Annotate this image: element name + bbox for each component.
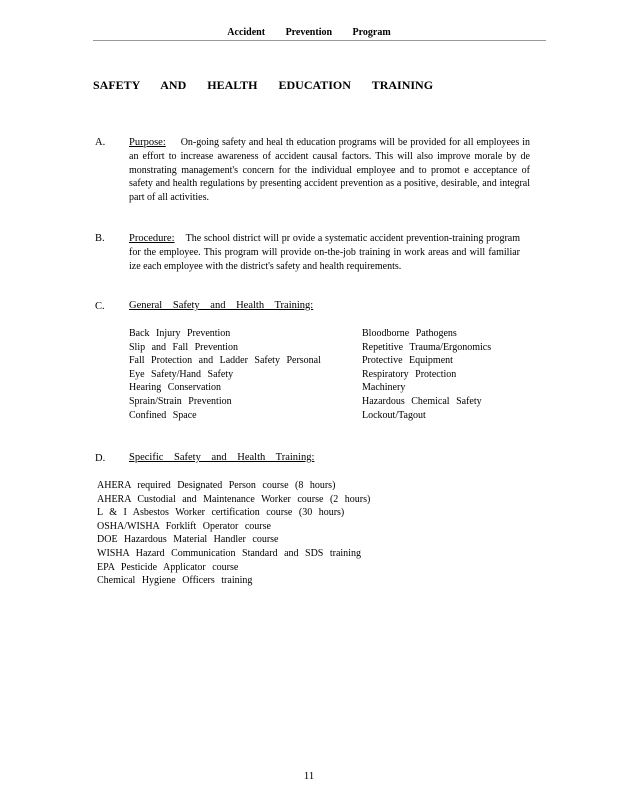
general-training-right-list [362,327,491,422]
list-item: DOE Hazardous Material Handler course [97,534,279,546]
section-b-heading: Procedure: [129,233,175,244]
list-item: Respiratory Protection [362,368,457,380]
list-item: AHERA Custodial and Maintenance Worker course (2 hours) [97,493,371,505]
section-c-letter: C. [95,301,105,312]
list-item: Confined Space [129,409,197,421]
running-header: Accident Prevention Program [227,27,391,38]
section-c-heading: General Safety and Health Training: [129,300,314,311]
list-item: Back Injury Prevention [129,328,231,339]
list-item: Slip and Fall Prevention [129,341,238,353]
section-d-letter: D. [95,453,106,464]
page-title: SAFETY AND HEALTH EDUCATION TRAINING [93,78,434,92]
list-item: Protective Equipment [362,355,453,367]
list-item: Repetitive Trauma/Ergonomics [362,341,492,353]
list-item: WISHA Hazard Communication Standard and SDS training [97,547,361,559]
section-b-letter: B. [95,233,105,244]
general-training-left-list [129,327,321,422]
list-item: Hazardous Chemical Safety [362,395,482,407]
list-item: Machinery [362,382,406,394]
list-item: Bloodborne Pathogens [362,328,457,339]
list-item: AHERA required Designated Person course (8 hours) [97,480,336,491]
section-b-text: The school district will pr ovide a systematic accident prevention-training program for the employee. This program will provide on-the-job training in work areas and will familiar ize each employee with the district's safety and health requirements. [129,233,520,272]
list-item: Lockout/Tagout [362,409,426,421]
list-item: EPA Pesticide Applicator course [97,561,239,573]
list-item: Chemical Hygiene Officers training [97,575,253,587]
list-item: L & I Asbestos Worker certification course (30 hours) [97,507,345,519]
list-item: Sprain/Strain Prevention [129,395,232,407]
section-a-body [129,136,530,205]
section-a-letter: A. [95,137,106,148]
section-a-heading: Purpose: [129,137,166,148]
specific-training-list [97,479,370,588]
section-a-text: On-going safety and heal th education programs will be provided for all employees in an effort to increase awareness of accident causal factors. This will also improve morale by de monstrating management's concern for the individual employee and to promot e acceptance of safety and health regulations by presenting accident prevention as a positive, desirable, and integral part of all activities. [129,137,531,204]
section-d-heading: Specific Safety and Health Training: [129,452,315,463]
section-b-body [129,232,520,273]
list-item: OSHA/WISHA Forklift Operator course [97,520,271,532]
list-item: Fall Protection and Ladder Safety Personal [129,355,321,367]
page-number: 11 [303,770,315,782]
header-rule [93,40,546,41]
list-item: Hearing Conservation [129,382,222,394]
list-item: Eye Safety/Hand Safety [129,368,234,380]
